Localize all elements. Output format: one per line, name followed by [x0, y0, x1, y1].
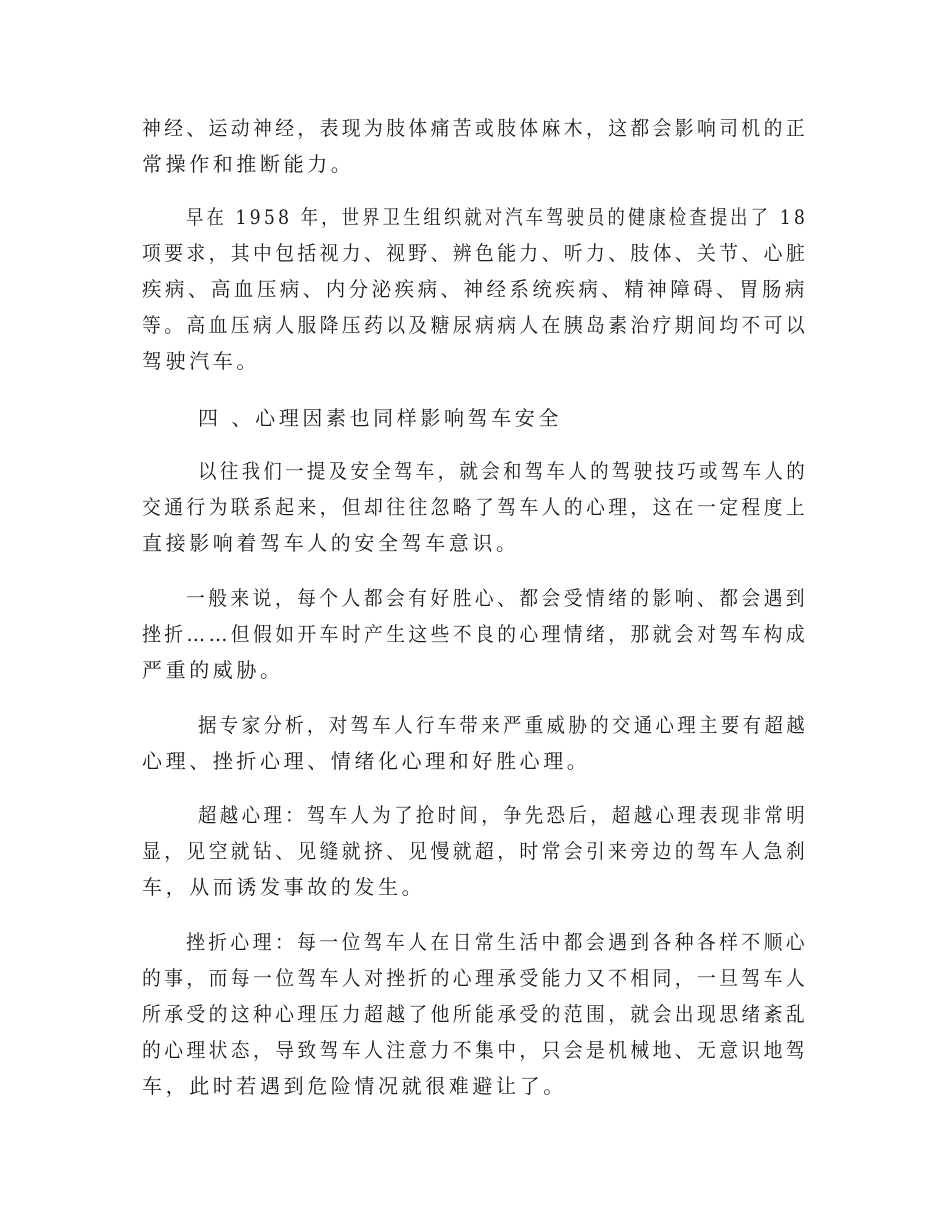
paragraph-3-line-3: 直接影响着驾车人的安全驾车意识。: [142, 531, 520, 555]
paragraph-2-line-5: 驾驶汽车。: [142, 349, 260, 373]
paragraph-4-line-1: 一般来说，每个人都会有好胜心、都会受情绪的影响、都会遇到: [186, 586, 809, 610]
paragraph-2-line-2: 项要求，其中包括视力、视野、辨色能力、听力、肢体、关节、心脏: [142, 241, 809, 265]
paragraph-3-line-1: 以往我们一提及安全驾车，就会和驾车人的驾驶技巧或驾车人的: [198, 459, 808, 483]
paragraph-6-line-3: 车，从而诱发事故的发生。: [142, 875, 426, 899]
paragraph-7-line-1: 挫折心理：每一位驾车人在日常生活中都会遇到各种各样不顺心: [186, 930, 809, 954]
paragraph-5-line-2: 心理、挫折心理、情绪化心理和好胜心理。: [142, 749, 591, 773]
paragraph-7-line-3: 所承受的这种心理压力超越了他所能承受的范围，就会出现思绪紊乱: [142, 1002, 809, 1026]
paragraph-2-line-4: 等。高血压病人服降压药以及糖尿病病人在胰岛素治疗期间均不可以: [142, 313, 809, 337]
paragraph-5-line-1: 据专家分析，对驾车人行车带来严重威胁的交通心理主要有超越: [198, 713, 808, 737]
section-heading: 四 、心理因素也同样影响驾车安全: [198, 406, 562, 430]
paragraph-1-line-2: 常操作和推断能力。: [142, 152, 355, 176]
paragraph-6-line-2: 显，见空就钻、见缝就挤、见慢就超，时常会引来旁边的驾车人急刹: [142, 839, 809, 863]
paragraph-6-line-1: 超越心理：驾车人为了抢时间，争先恐后，超越心理表现非常明: [198, 803, 808, 827]
paragraph-4-line-3: 严重的威胁。: [142, 658, 284, 682]
paragraph-2-line-1: 早在 1958 年，世界卫生组织就对汽车驾驶员的健康检查提出了 18: [186, 205, 808, 229]
paragraph-1-line-1: 神经、运动神经，表现为肢体痛苦或肢体麻木，这都会影响司机的正: [142, 116, 809, 140]
paragraph-7-line-5: 车，此时若遇到危险情况就很难避让了。: [142, 1074, 567, 1098]
paragraph-4-line-2: 挫折……但假如开车时产生这些不良的心理情绪，那就会对驾车构成: [142, 622, 809, 646]
paragraph-3-line-2: 交通行为联系起来，但却往往忽略了驾车人的心理，这在一定程度上: [142, 495, 809, 519]
paragraph-7-line-4: 的心理状态，导致驾车人注意力不集中，只会是机械地、无意识地驾: [142, 1038, 809, 1062]
paragraph-7-line-2: 的事，而每一位驾车人对挫折的心理承受能力又不相同，一旦驾车人: [142, 966, 809, 990]
paragraph-2-line-3: 疾病、高血压病、内分泌疾病、神经系统疾病、精神障碍、胃肠病: [142, 277, 808, 301]
